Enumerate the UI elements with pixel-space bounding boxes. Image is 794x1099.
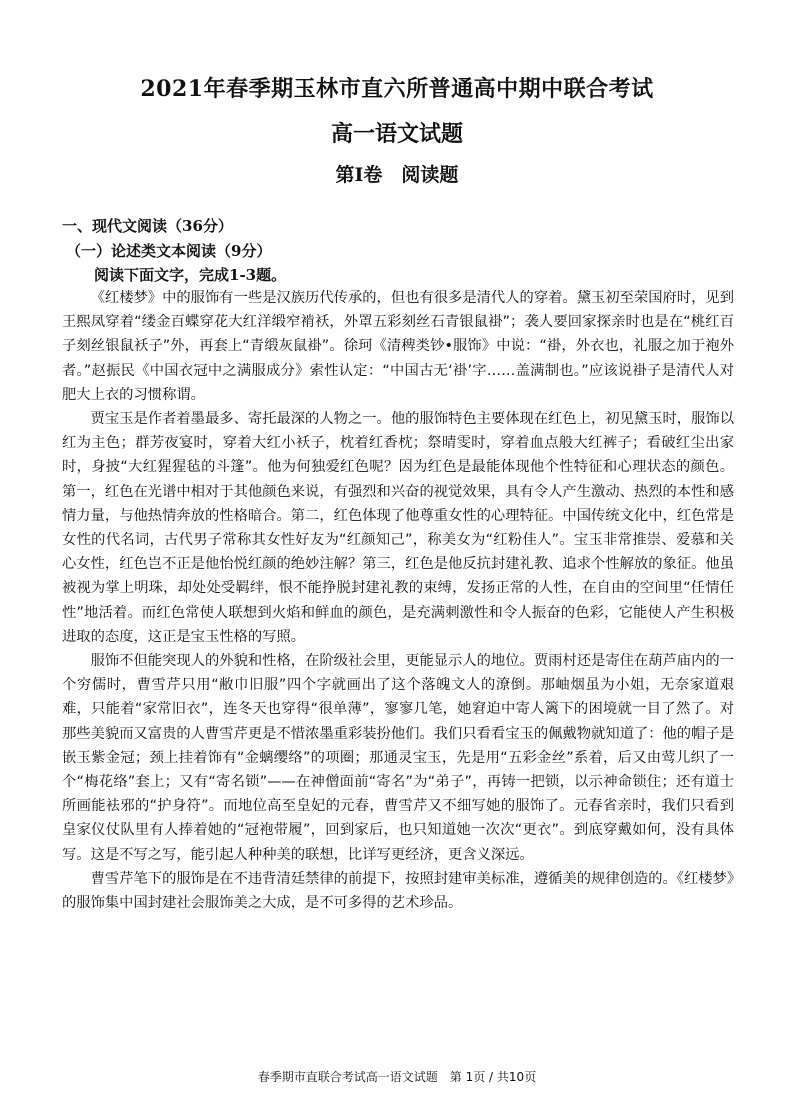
passage-paragraph: 服饰不但能突现人的外貌和性格，在阶级社会里，更能显示人的地位。贾雨村还是寄住在葫芦庙内的一个穷儒时，曹雪芹只用“敝巾旧服”四个字就画出了这个落魄文人的潦倒。那岫烟虽为小姐，无奈家道艰难，只能着“家常旧衣”，连冬天也穿得“很单薄”，寥寥几笔，她窘迫中寄人篱下的困境就一目了然了。对那些美貌而又富贵的人曹雪芹更是不惜浓墨重彩装扮他们。我们只看看宝玉的佩戴物就知道了：他的帽子是嵌玉紫金冠；颈上挂着饰有“金螭缨络”的项圈；那通灵宝玉，先是用“五彩金丝”系着，后又由莺儿织了一个“梅花络”套上；又有“寄名锁”——在神僧面前“寄名”为“弟子”，再铸一把锁，以示神命锁住；还有道士所画能袪邪的“护身符”。而地位高至皇妃的元春，曹雪芹又不细写她的服饰了。元春省亲时，我们只看到皇家仪仗队里有人捧着她的“冠袍带履”，回到家后，也只知道她一次次“更衣”。到底穿戴如何，没有具体写。这是不写之写，能引起人种种美的联想，比详写更经济，更含义深远。	[62, 653, 734, 863]
instruction: 阅读下面文字，完成1-3题。	[94, 266, 287, 284]
exam-title: 2021年春季期玉林市直六所普通高中期中联合考试	[140, 76, 654, 102]
page-footer: 春季期市直联合考试高一语文试题 第 1页 / 共10页	[257, 1070, 537, 1084]
passage-paragraph: 《红楼梦》中的服饰有一些是汉族历代传承的，但也有很多是清代人的穿着。黛玉初至荣国府时，见到王熙凤穿着“缕金百蝶穿花大红洋缎窄褃袄，外罩五彩刻丝石青银鼠褂”；袭人要回家探亲时也是在“桃红百子刻丝银鼠袄子”外，再套上“青缎灰鼠褂”。徐珂《清稗类钞•服饰》中说：“褂，外衣也，礼服之加于袍外者。”赵振民《中国衣冠中之满服成分》索性认定：“中国古无‘褂’字……盖满制也。”应该说褂子是清代人对肥大上衣的习惯称谓。	[62, 290, 734, 403]
sub-heading: （一）论述类文本阅读（9分）	[66, 242, 272, 260]
passage-paragraph: 曹雪芹笔下的服饰是在不违背清廷禁律的前提下，按照封建审美标准，遵循美的规律创造的。《红楼梦》的服饰集中国封建社会服饰美之大成，是不可多得的艺术珍品。	[62, 870, 734, 912]
subject-title: 高一语文试题	[330, 121, 463, 147]
passage-paragraph: 贾宝玉是作者着墨最多、寄托最深的人物之一。他的服饰特色主要体现在红色上，初见黛玉时，服饰以红为主色；群芳夜宴时，穿着大红小袄子，枕着红香枕；祭晴雯时，穿着血点般大红裤子；看破红尘出家时，身披“大红猩猩毡的斗篷”。他为何独爱红色呢？因为红色是最能体现他个性特征和心理状态的颜色。第一，红色在光谱中相对于其他颜色来说，有强烈和兴奋的视觉效果，具有令人产生激动、热烈的本性和感情力量，与他热情奔放的性格暗合。第二，红色体现了他尊重女性的心理特征。中国传统文化中，红色常是女性的代名词，古代男子常称其女性好友为“红颜知己”，称美女为“红粉佳人”。宝玉非常推崇、爱慕和关心女性，红色岂不正是他怡悦红颜的绝妙注解？第三，红色是他反抗封建礼教、追求个性解放的象征。他虽被视为掌上明珠，却处处受羁绊，恨不能挣脱封建礼教的束缚，发扬正常的人性，在自由的空间里“任情任性”地活着。而红色常使人联想到火焰和鲜血的颜色，是充满刺激性和令人振奋的色彩，它能使人产生积极进取的态度，这正是宝玉性格的写照。	[62, 411, 734, 645]
passage	[62, 286, 734, 915]
volume-title: 第Ⅰ卷 阅读题	[335, 164, 459, 186]
part-heading: 一、现代文阅读（36分）	[62, 217, 233, 235]
